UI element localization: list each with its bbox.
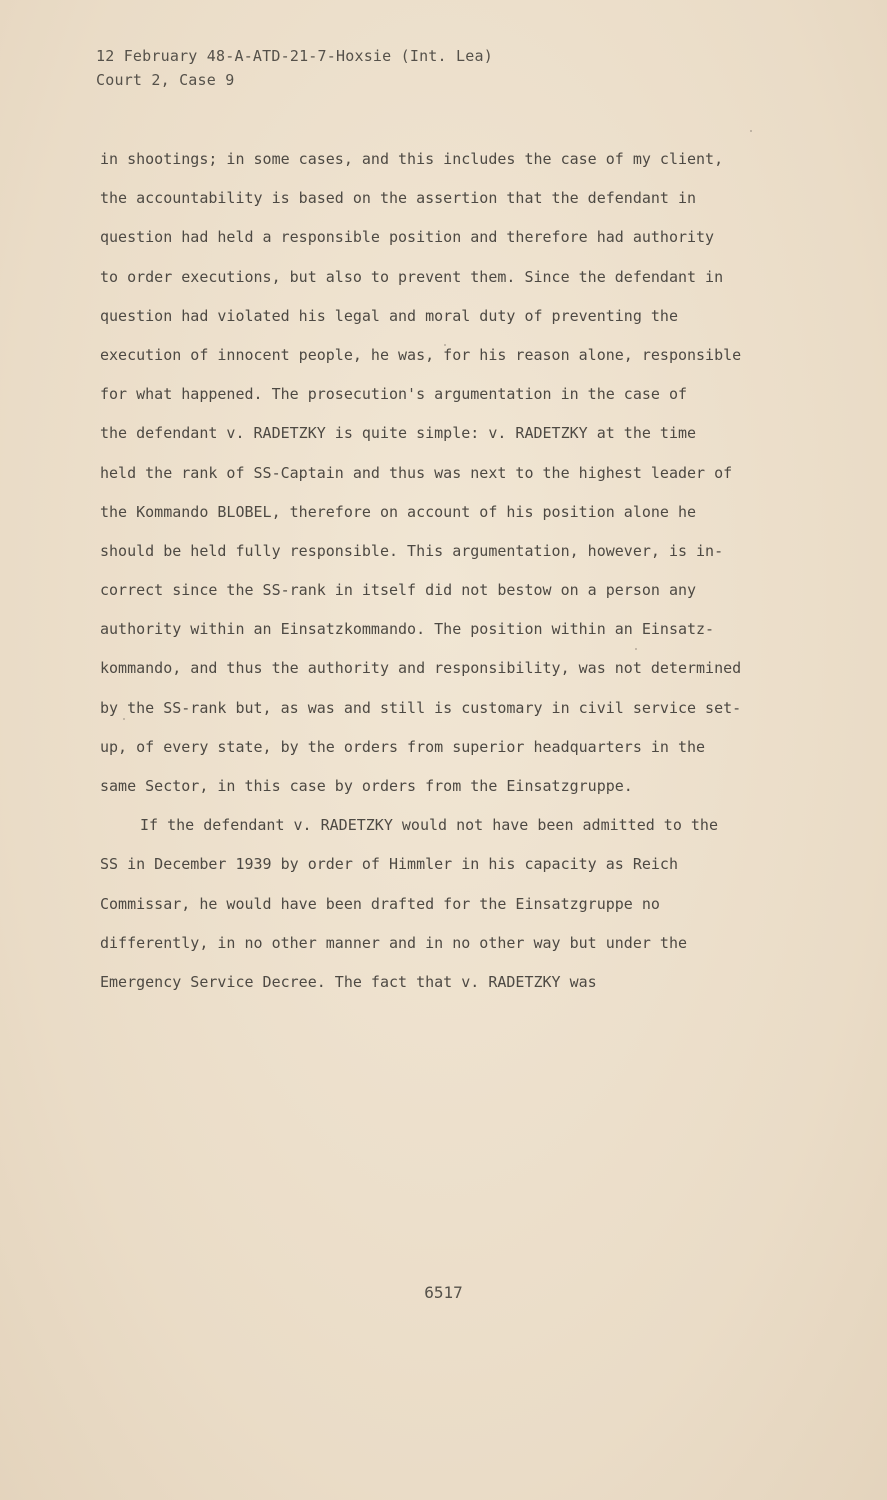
header-line-2: Court 2, Case 9 [96,71,235,89]
text-line: by the SS-rank but, as was and still is customary in civil service set- [100,698,742,717]
text-line: Commissar, he would have been drafted for the Einsatzgruppe no [100,894,660,913]
page-number: 6517 [424,1283,463,1302]
text-line: kommando, and thus the authority and responsibility, was not determined [100,659,742,678]
text-line: in shootings; in some cases, and this includes the case of my client, [100,150,724,168]
text-line: held the rank of SS-Captain and thus was next to the highest leader of [100,463,733,482]
text-line: same Sector, in this case by orders from the Einsatzgruppe. [100,777,633,795]
text-line: SS in December 1939 by order of Himmler in his capacity as Reich [100,855,678,874]
paper-speck [444,344,446,346]
text-line: should be held fully responsible. This argumentation, however, is in- [100,541,724,560]
text-line: authority within an Einsatzkommando. The position within an Einsatz- [100,620,715,639]
text-line: the Kommando BLOBEL, therefore on account of his position alone he [100,502,697,521]
text-line: the accountability is based on the assertion that the defendant in [100,189,697,208]
text-line: question had violated his legal and moral duty of preventing the [100,306,678,325]
paper-speck [123,718,125,720]
text-line: correct since the SS-rank in itself did not bestow on a person any [100,581,697,600]
document-header [96,44,493,92]
paper-speck [635,648,637,650]
text-line: for what happened. The prosecution's argumentation in the case of [100,385,687,404]
text-line: If the defendant v. RADETZKY would not have been admitted to the [140,816,718,835]
text-line: the defendant v. RADETZKY is quite simple: v. RADETZKY at the time [100,424,697,443]
text-line: to order executions, but also to prevent them. Since the defendant in [100,267,724,286]
text-line: execution of innocent people, he was, for his reason alone, responsible [100,345,742,364]
text-line: up, of every state, by the orders from superior headquarters in the [100,737,706,756]
text-line: question had held a responsible position and therefore had authority [100,228,715,247]
text-line: Emergency Service Decree. The fact that v. RADETZKY was [100,972,597,991]
text-line: differently, in no other manner and in no other way but under the [100,933,687,952]
document-body [100,140,800,1002]
header-line-1: 12 February 48-A-ATD-21-7-Hoxsie (Int. Lea) [96,47,493,65]
paper-speck [750,130,752,132]
